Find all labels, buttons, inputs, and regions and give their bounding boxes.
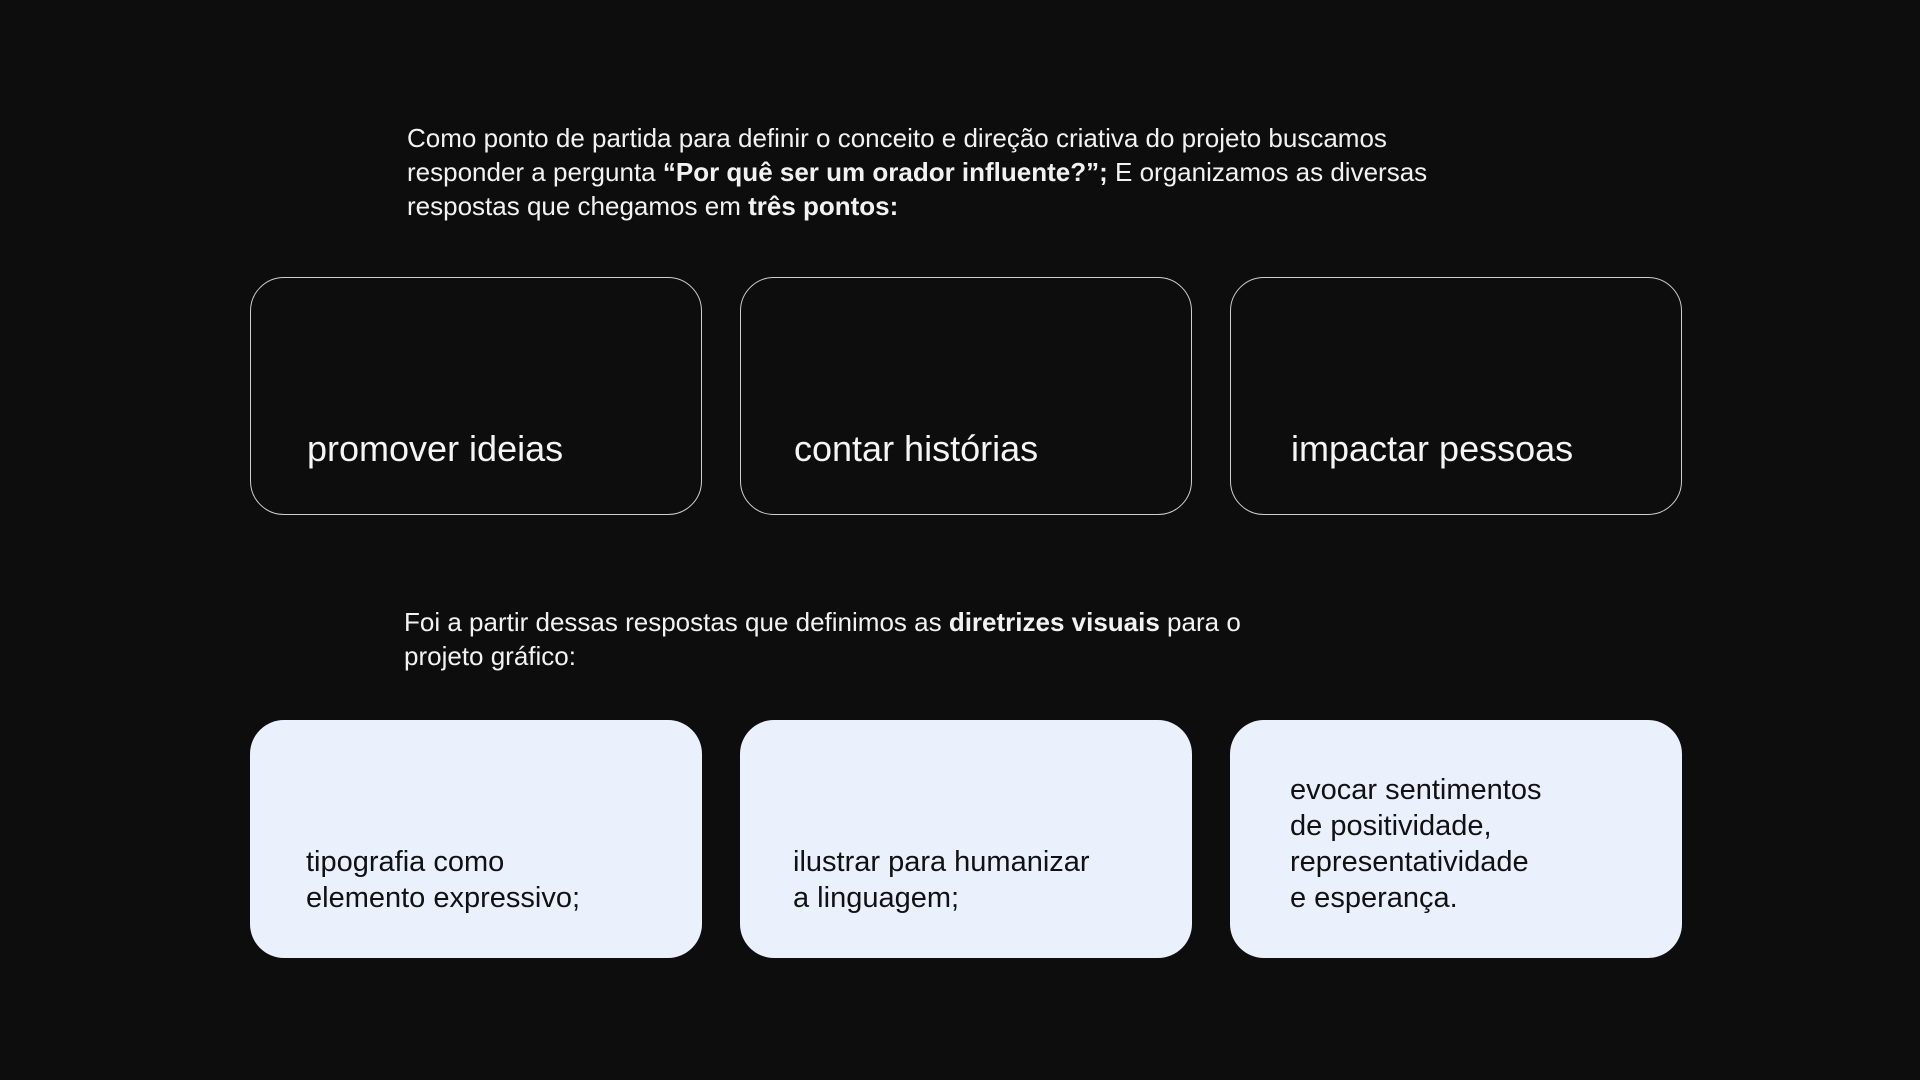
intro-question: “Por quê ser um orador influente?”; [662, 157, 1108, 187]
guidelines-intro-bold: diretrizes visuais [948, 607, 1160, 637]
point-card-label [307, 429, 563, 469]
guideline-card-label [1290, 772, 1541, 916]
guideline-line: a linguagem; [793, 882, 960, 914]
guideline-line: ilustrar para humanizar [793, 846, 1090, 878]
guidelines-intro-text-1: Foi a partir dessas respostas que definimos as [404, 607, 949, 637]
point-label-text: contar histórias [794, 428, 1039, 469]
point-card-impactar [1230, 277, 1682, 515]
point-card-label [1291, 429, 1573, 469]
point-card-promover [250, 277, 702, 515]
guideline-line: representatividade [1290, 846, 1529, 878]
guideline-card-ilustrar [740, 720, 1192, 958]
point-card-label [794, 429, 1038, 469]
intro-text-2: E organizamos as diversas respostas que chegamos em [407, 157, 1428, 221]
guideline-card-label [306, 844, 580, 916]
intro-text-1: Como ponto de partida para definir o conceito e direção criativa do projeto buscamos responder a pergunta [407, 123, 1387, 187]
guideline-line: elemento expressivo; [306, 882, 581, 914]
guidelines-intro-paragraph [404, 605, 1304, 673]
point-label-text: promover ideias [307, 428, 564, 469]
guidelines-intro-text-2: para o projeto gráfico: [404, 607, 1241, 671]
guideline-line: evocar sentimentos [1290, 774, 1542, 806]
intro-paragraph [407, 121, 1447, 223]
intro-three-points: três pontos: [748, 191, 899, 221]
guideline-line: e esperança. [1290, 882, 1458, 914]
point-card-contar [740, 277, 1192, 515]
guideline-card-label [793, 844, 1090, 916]
point-label-text: impactar pessoas [1291, 428, 1574, 469]
guideline-card-evocar [1230, 720, 1682, 958]
guideline-card-tipografia [250, 720, 702, 958]
guideline-line: de positividade, [1290, 810, 1492, 842]
guideline-line: tipografia como [306, 846, 505, 878]
